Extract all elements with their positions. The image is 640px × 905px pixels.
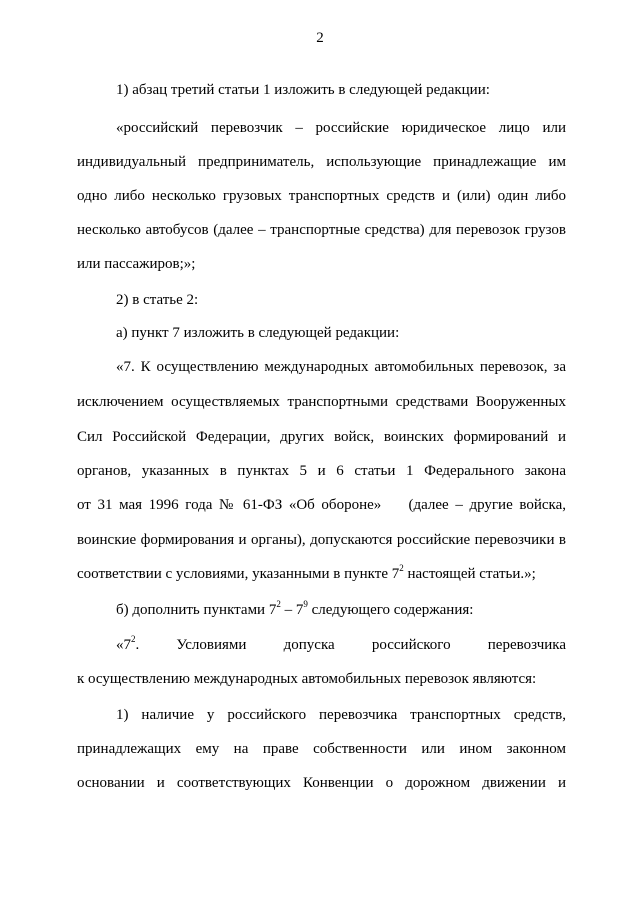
paragraph-line: «7. К осуществлению международных автомобильных перевозок, за	[116, 359, 566, 375]
paragraph-line	[77, 564, 566, 584]
text-segment: допуска	[283, 637, 335, 653]
paragraph-line: или пассажиров;»;	[77, 256, 196, 272]
text-segment: «$7^2$. Условиями	[116, 634, 247, 653]
superscript: 2	[399, 563, 404, 573]
paragraph-line: «российский перевозчик – российские юридическое лицо или	[116, 120, 566, 136]
text-segment: соответствии с условиями, указанными в пункте 7	[77, 566, 400, 582]
text-segment: перевозчика	[487, 637, 567, 653]
paragraph-line: основании и соответствующих Конвенции о дорожном движении и	[77, 775, 566, 791]
paragraph-line: принадлежащих ему на праве собственности или ином законном	[77, 741, 566, 757]
superscript: 2	[276, 599, 281, 609]
paragraph-line: а) пункт 7 изложить в следующей редакции:	[116, 325, 400, 341]
text-segment: – 7	[280, 602, 304, 618]
paragraph-line: индивидуальный предприниматель, использующие принадлежащие им	[77, 154, 566, 170]
text-segment: российского	[371, 637, 451, 653]
text-segment: (далее – другие войска,	[408, 497, 566, 513]
paragraph-line: Сил Российской Федерации, других войск, воинских формирований и	[77, 429, 566, 445]
text-segment: следующего содержания:	[307, 602, 474, 618]
paragraph-line: воинские формирования и органы), допускаются российские перевозчики в	[77, 532, 566, 548]
text-segment: настоящей статьи.»;	[403, 566, 536, 582]
paragraph-line	[116, 635, 566, 655]
paragraph-line	[116, 600, 566, 620]
text-segment: б) дополнить пунктами 7	[116, 602, 277, 618]
paragraph-line: 2) в статье 2:	[116, 292, 199, 308]
superscript: 2	[131, 634, 136, 644]
paragraph-line: одно либо несколько грузовых транспортных средств и (или) один либо	[77, 188, 566, 204]
paragraph-line	[77, 495, 566, 515]
paragraph-line: 1) наличие у российского перевозчика транспортных средств,	[116, 707, 566, 723]
paragraph-line: к осуществлению международных автомобильных перевозок являются:	[77, 671, 537, 687]
paragraph-line: органов, указанных в пунктах 5 и 6 статьи 1 Федерального закона	[77, 463, 566, 479]
page-number: 2	[316, 30, 324, 46]
paragraph-line: 1) абзац третий статьи 1 изложить в следующей редакции:	[116, 82, 490, 98]
text-segment: от 31 мая 1996 года № 61-ФЗ «Об обороне»	[77, 497, 382, 513]
superscript: 9	[303, 599, 308, 609]
paragraph-line: исключением осуществляемых транспортными средствами Вооруженных	[77, 394, 566, 410]
paragraph-line: несколько автобусов (далее – транспортные средства) для перевозок грузов	[77, 222, 566, 238]
